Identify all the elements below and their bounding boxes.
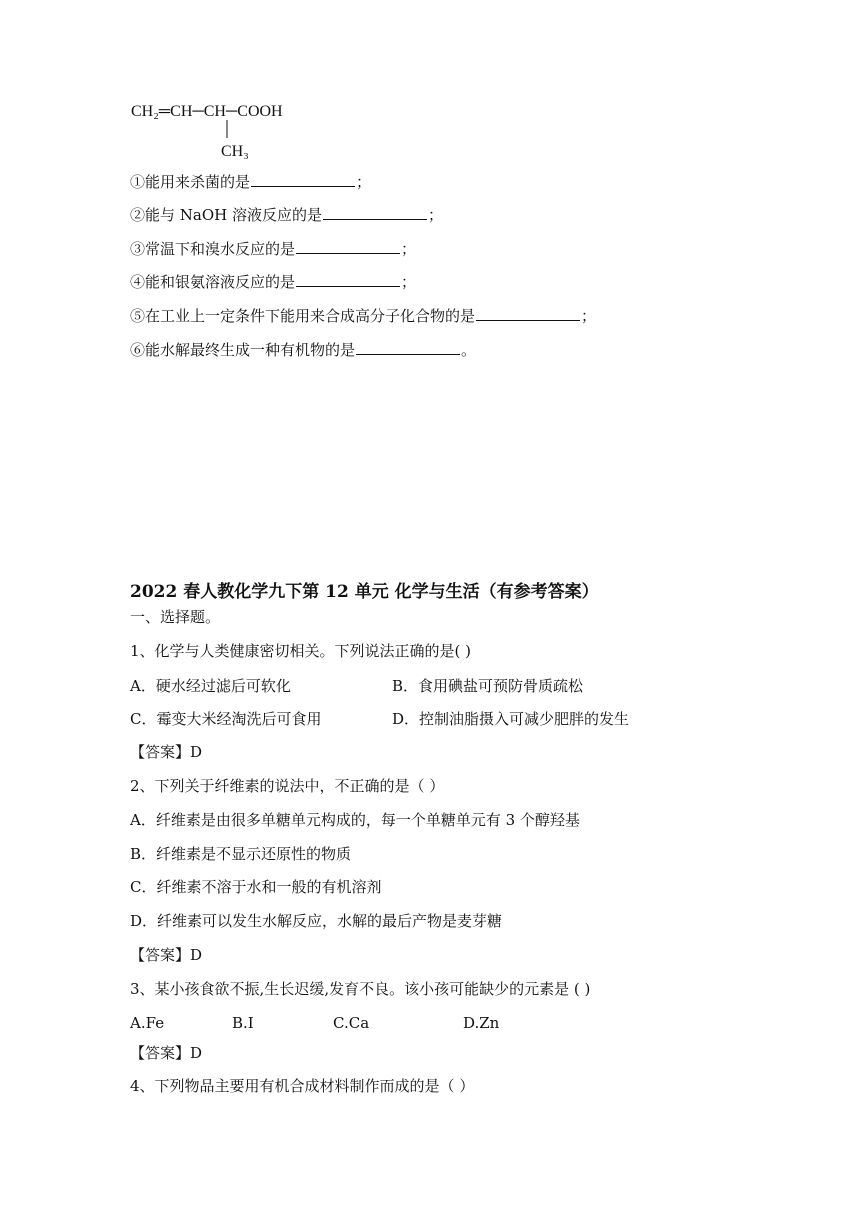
answer-blank[interactable] [323, 205, 427, 220]
q1-stem: 1、化学与人类健康密切相关。下列说法正确的是( ) [130, 642, 472, 660]
answer-blank[interactable] [356, 340, 460, 355]
q2-stem: 2、下列关于纤维素的说法中，不正确的是（ ） [130, 777, 445, 795]
q2-answer: 【答案】D [130, 946, 203, 964]
q3-option-d: D.Zn [463, 1014, 500, 1032]
blank-question-4: ④能和银氨溶液反应的是 ； [130, 273, 417, 291]
q3-option-b: B.I [232, 1014, 254, 1032]
blank-question-5: ⑤在工业上一定条件下能用来合成高分子化合物的是 ； [130, 307, 597, 325]
blank-question-1: ①能用来杀菌的是 ； [130, 173, 372, 191]
blank-question-3: ③常温下和溴水反应的是 ； [130, 240, 417, 258]
q2-option-d: D．纤维素可以发生水解反应，水解的最后产物是麦芽糖 [130, 912, 503, 930]
answer-blank[interactable] [251, 172, 355, 187]
q1-answer: 【答案】D [130, 743, 203, 761]
answer-blank[interactable] [296, 239, 400, 254]
q1-option-a: A．硬水经过滤后可软化 [130, 677, 291, 695]
structural-formula [131, 98, 331, 160]
page-title: 2022 春人教化学九下第 12 单元 化学与生活（有参考答案） [130, 582, 599, 602]
q2-option-a: A．纤维素是由很多单糖单元构成的，每一个单糖单元有 3 个醇羟基 [130, 811, 580, 829]
answer-blank[interactable] [476, 306, 580, 321]
section-heading: 一、选择题。 [130, 608, 221, 626]
q3-option-c: C.Ca [333, 1014, 370, 1032]
formula-sub: CH₃ [221, 143, 249, 160]
blank-question-6: ⑥能水解最终生成一种有机物的是 。 [130, 341, 477, 359]
q3-answer: 【答案】D [130, 1044, 203, 1062]
q1-option-d: D．控制油脂摄入可减少肥胖的发生 [392, 710, 630, 728]
q4-stem: 4、下列物品主要用有机合成材料制作而成的是（ ） [130, 1077, 475, 1095]
q2-option-c: C．纤维素不溶于水和一般的有机溶剂 [130, 878, 382, 896]
q3-option-a: A.Fe [130, 1014, 165, 1032]
q3-stem: 3、某小孩食欲不振,生长迟缓,发育不良。该小孩可能缺少的元素是 ( ) [130, 980, 591, 998]
q1-option-c: C．霉变大米经淘洗后可食用 [130, 710, 322, 728]
q1-option-b: B．食用碘盐可预防骨质疏松 [392, 677, 584, 695]
q2-option-b: B．纤维素是不显示还原性的物质 [130, 845, 352, 863]
answer-blank[interactable] [296, 272, 400, 287]
blank-question-2: ②能与 NaOH 溶液反应的是 ； [130, 206, 443, 224]
formula-main: CH₂═CH─CH─COOH [131, 103, 283, 120]
